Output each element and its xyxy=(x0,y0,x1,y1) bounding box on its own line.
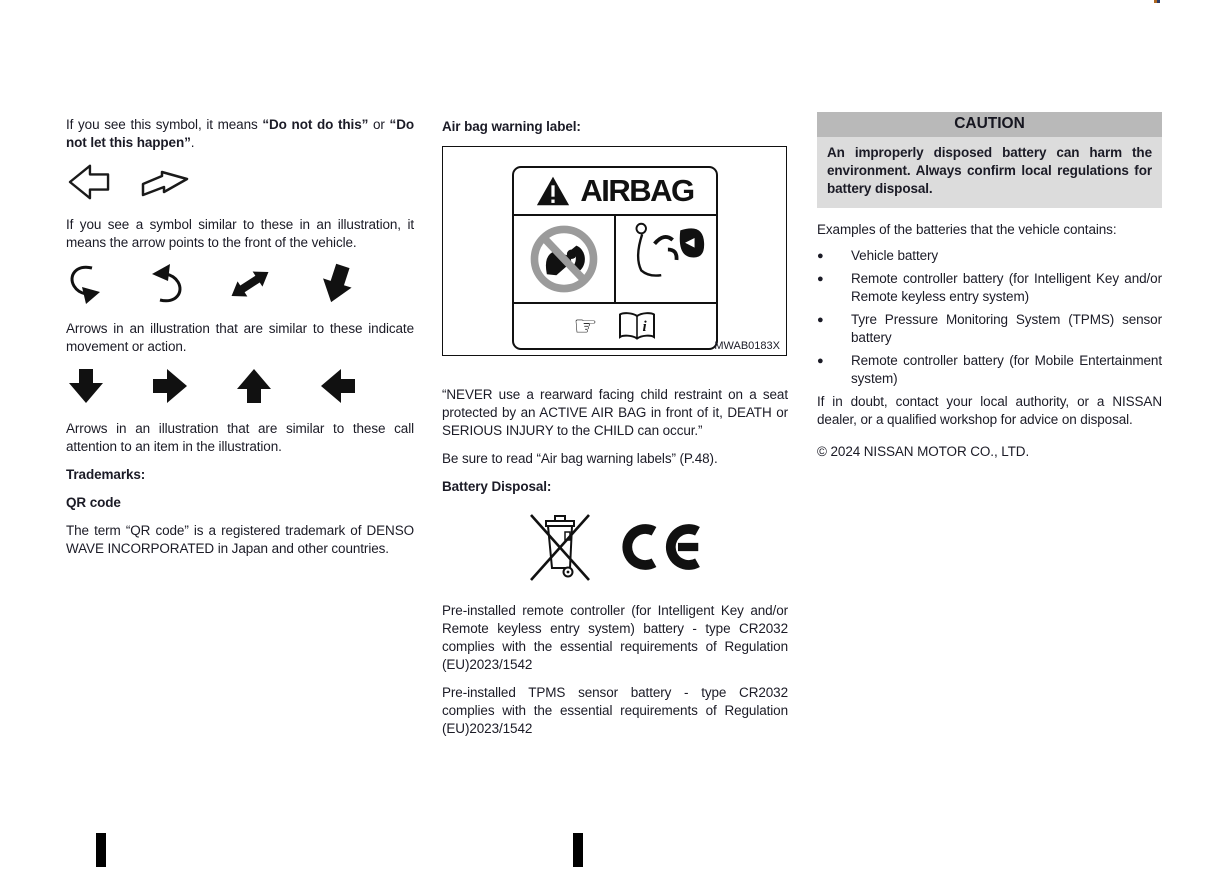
white-bent-right-arrow-icon xyxy=(140,162,192,202)
bullet-icon: ● xyxy=(817,250,824,262)
text-run: . xyxy=(190,135,195,150)
curved-arrow-up-left-icon xyxy=(146,262,184,306)
qr-trademark-paragraph: The term “QR code” is a registered trademark of DENSO WAVE INCORPORATED in Japan and other countries. xyxy=(66,523,414,556)
ce-mark-icon xyxy=(618,518,702,576)
preinstalled-remote-battery-paragraph: Pre-installed remote controller (for Intelligent Key and/or Remote keyless entry system) battery - type CR2032 complies with the essential requirements of Regulation (EU)2023/1542 xyxy=(442,603,788,672)
list-item xyxy=(817,247,1162,266)
crossed-out-wheeled-bin-icon xyxy=(528,508,592,586)
airbag-label-deployment-cell xyxy=(616,216,716,302)
block-arrow-right-icon xyxy=(150,366,190,406)
list-item xyxy=(817,352,1162,389)
middle-column xyxy=(442,116,788,748)
right-column xyxy=(817,112,1162,471)
white-left-arrow-icon xyxy=(66,162,112,202)
bullet-icon: ● xyxy=(817,313,824,326)
list-item xyxy=(817,270,1162,307)
caution-box xyxy=(817,112,1162,208)
attention-arrows-paragraph: Arrows in an illustration that are similar to these call attention to an item in the illustration. xyxy=(66,421,414,454)
airbag-label-heading: Air bag warning label: xyxy=(442,119,581,134)
airbag-label-footer-row xyxy=(514,304,716,348)
pointing-hand-icon: ☞ xyxy=(573,310,598,342)
block-arrow-down-icon xyxy=(66,366,106,406)
list-item xyxy=(817,311,1162,348)
double-diagonal-arrow-icon xyxy=(226,262,274,306)
caution-text: An improperly disposed battery can harm the environment. Always confirm local regulations for battery disposal. xyxy=(827,145,1152,196)
movement-arrows-paragraph: Arrows in an illustration that are similar to these indicate movement or action. xyxy=(66,321,414,354)
disposal-advice-paragraph: If in doubt, contact your local authority, or a NISSAN dealer, or a qualified workshop for advice on disposal. xyxy=(817,393,1162,427)
list-item-label: Vehicle battery xyxy=(851,248,939,263)
text-run-bold: “Do not let this happen” xyxy=(66,117,414,150)
text-run: or xyxy=(368,117,390,132)
text-run: If you see this symbol, it means xyxy=(66,117,263,132)
seat-airbag-deployment-icon xyxy=(626,219,706,299)
airbag-warning-label-figure xyxy=(442,146,787,356)
preinstalled-tpms-battery-paragraph: Pre-installed TPMS sensor battery - type CR2032 complies with the essential requirements of Regulation (EU)2023/1542 xyxy=(442,685,788,736)
front-arrow-paragraph: If you see a symbol similar to these in an illustration, it means the arrow points to the front of the vehicle. xyxy=(66,217,414,250)
airbag-label-pictogram-row xyxy=(514,216,716,304)
be-sure-to-read-paragraph: Be sure to read “Air bag warning labels” (P.48). xyxy=(442,451,718,466)
symbol-meaning-paragraph xyxy=(66,116,414,152)
list-item-label: Remote controller battery (for Intelligent Key and/or Remote keyless entry system) xyxy=(851,270,1162,304)
airbag-label-prohibition-cell xyxy=(514,216,616,302)
attention-arrows-row xyxy=(66,366,358,406)
block-arrow-left-icon xyxy=(318,366,358,406)
qr-code-heading: QR code xyxy=(66,495,121,510)
battery-disposal-heading: Battery Disposal: xyxy=(442,479,552,494)
caution-title: CAUTION xyxy=(817,112,1162,137)
list-item-label: Tyre Pressure Monitoring System (TPMS) sensor battery xyxy=(851,311,1162,345)
battery-disposal-icons-row xyxy=(442,506,788,588)
never-child-restraint-paragraph: “NEVER use a rearward facing child restraint on a seat protected by an ACTIVE AIR BAG in front of it, DEATH or SERIOUS INJURY to the CHILD can occur.” xyxy=(442,387,788,438)
no-rearward-child-seat-icon xyxy=(524,219,604,299)
caution-body xyxy=(817,137,1162,208)
print-crop-mark xyxy=(573,833,583,867)
movement-arrows-row xyxy=(66,262,358,306)
figure-code: MWAB0183X xyxy=(714,340,780,352)
owners-manual-book-icon xyxy=(618,311,656,341)
copyright-notice: © 2024 NISSAN MOTOR CO., LTD. xyxy=(817,443,1030,459)
curved-arrow-down-right-icon xyxy=(66,262,104,306)
prohibition-symbols-row xyxy=(66,162,414,202)
block-arrow-up-icon xyxy=(234,366,274,406)
airbag-label-text: AIRBAG xyxy=(580,173,694,208)
trademarks-heading: Trademarks: xyxy=(66,467,146,482)
warning-triangle-icon xyxy=(535,174,571,208)
text-run-bold: “Do not do this” xyxy=(262,117,369,132)
airbag-label-title-row xyxy=(514,168,716,216)
print-crop-mark xyxy=(96,833,106,867)
svg-text:i: i xyxy=(642,319,647,335)
thick-arrow-down-left-icon xyxy=(316,262,358,306)
battery-examples-intro: Examples of the batteries that the vehicle contains: xyxy=(817,222,1117,237)
page-corner-artifact xyxy=(1154,0,1160,3)
bullet-icon: ● xyxy=(817,272,824,285)
bullet-icon: ● xyxy=(817,354,824,367)
list-item-label: Remote controller battery (for Mobile Entertainment system) xyxy=(851,352,1162,386)
left-column xyxy=(66,116,414,568)
airbag-label-sticker xyxy=(512,166,718,350)
